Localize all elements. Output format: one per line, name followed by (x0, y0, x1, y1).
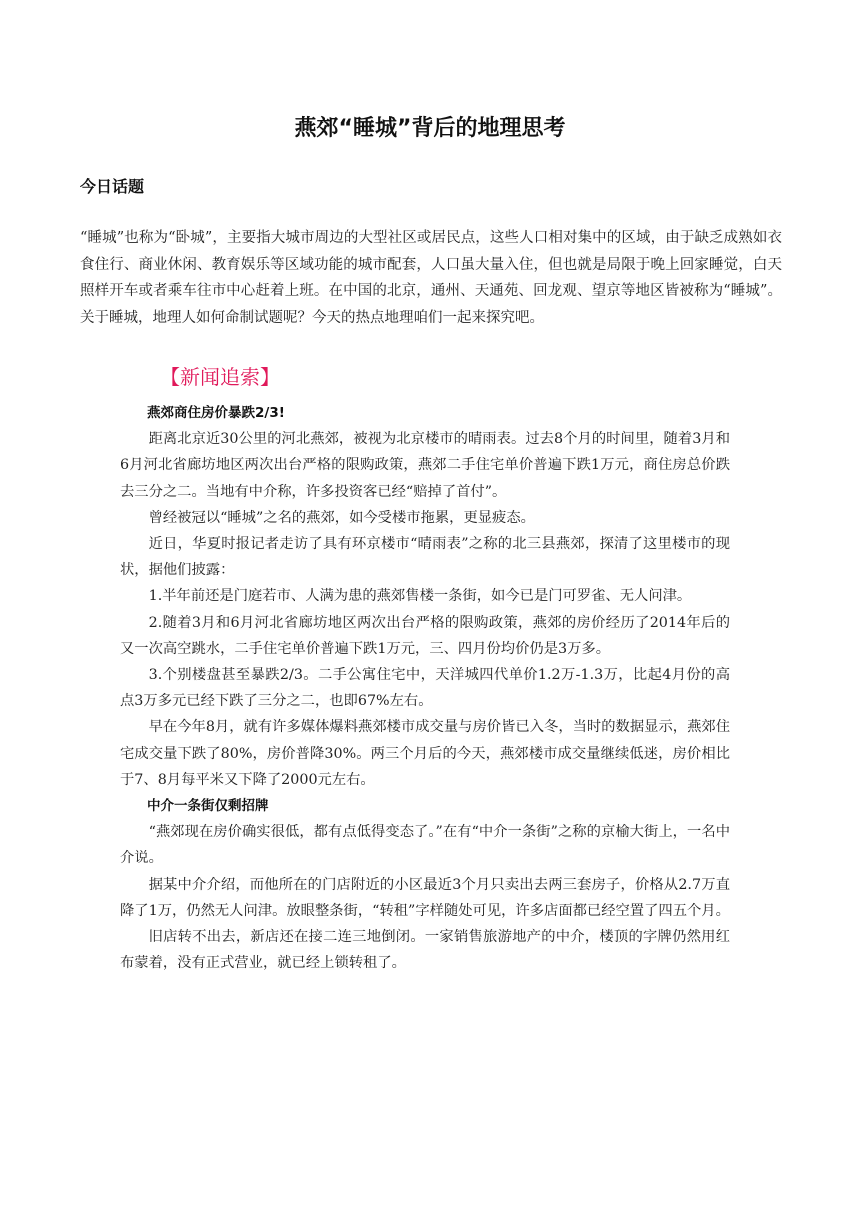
article-paragraph: “燕郊现在房价确实很低，都有点低得变态了。”在有“中介一条街”之称的京榆大街上，一名中介说。 (120, 824, 730, 867)
intro-paragraph: “睡城”也称为“卧城”，主要指大城市周边的大型社区或居民点，这些人口相对集中的区域，由于缺乏成熟如衣食住行、商业休闲、教育娱乐等区域功能的城市配套，人口虽大量入住，但也就是局限于晚上回家睡觉，白天照样开车或者乘车往市中心赶着上班。在中国的北京，通州、天通苑、回龙观、望京等地区皆被称为“睡城”。关于睡城，地理人如何命制试题呢？今天的热点地理咱们一起来探究吧。 (80, 230, 782, 326)
article-paragraph: 1.半年前还是门庭若市、人满为患的燕郊售楼一条街，如今已是门可罗雀、无人问津。 (148, 588, 692, 605)
article-subheading: 中介一条街仅剩招牌 (147, 798, 269, 815)
article-paragraph: 2.随着3月和6月河北省廊坊地区两次出台严格的限购政策，燕郊的房价经历了2014年后的又一次高空跳水，二手住宅单价普遍下跌1万元，三、四月份均价仍是3万多。 (120, 614, 730, 657)
article-paragraph: 曾经被冠以“睡城”之名的燕郊，如今受楼市拖累，更显疲态。 (148, 509, 535, 526)
article-paragraph: 近日，华夏时报记者走访了具有环京楼市“晴雨表”之称的北三县燕郊，探清了这里楼市的现状，据他们披露： (120, 536, 730, 579)
article-paragraph: 3.个别楼盘甚至暴跌2/3。二手公寓住宅中，天洋城四代单价1.2万-1.3万，比起4月份的高点3万多元已经下跌了三分之二，也即67%左右。 (120, 667, 730, 710)
article-paragraph: 旧店转不出去，新店还在接二连三地倒闭。一家销售旅游地产的中介，楼顶的字牌仍然用红布蒙着，没有正式营业，就已经上锁转租了。 (120, 929, 730, 972)
topic-heading: 今日话题 (80, 177, 145, 196)
article-paragraph: 据某中介介绍，而他所在的门店附近的小区最近3个月只卖出去两三套房子，价格从2.7万直降了1万，仍然无人问津。放眼整条街，“转租”字样随处可见，许多店面都已经空置了四五个月。 (120, 876, 730, 919)
news-article (120, 400, 730, 976)
article-subheading: 燕郊商住房价暴跌2/3! (147, 405, 285, 421)
news-section-heading: 【新闻追索】 (160, 365, 280, 389)
article-paragraph: 距离北京近30公里的河北燕郊，被视为北京楼市的晴雨表。过去8个月的时间里，随着3月和6月河北省廊坊地区两次出台严格的限购政策，燕郊二手住宅单价普遍下跌1万元，商住房总价跌去三分之二。当地有中介称，许多投资客已经“赔掉了首付”。 (120, 431, 730, 500)
article-paragraph: 早在今年8月，就有许多媒体爆料燕郊楼市成交量与房价皆已入冬，当时的数据显示，燕郊住宅成交量下跌了80%，房价普降30%。两三个月后的今天，燕郊楼市成交量继续低迷，房价相比于7、8月每平米又下降了2000元左右。 (120, 719, 730, 788)
document-title: 燕郊“睡城”背后的地理思考 (294, 116, 566, 141)
